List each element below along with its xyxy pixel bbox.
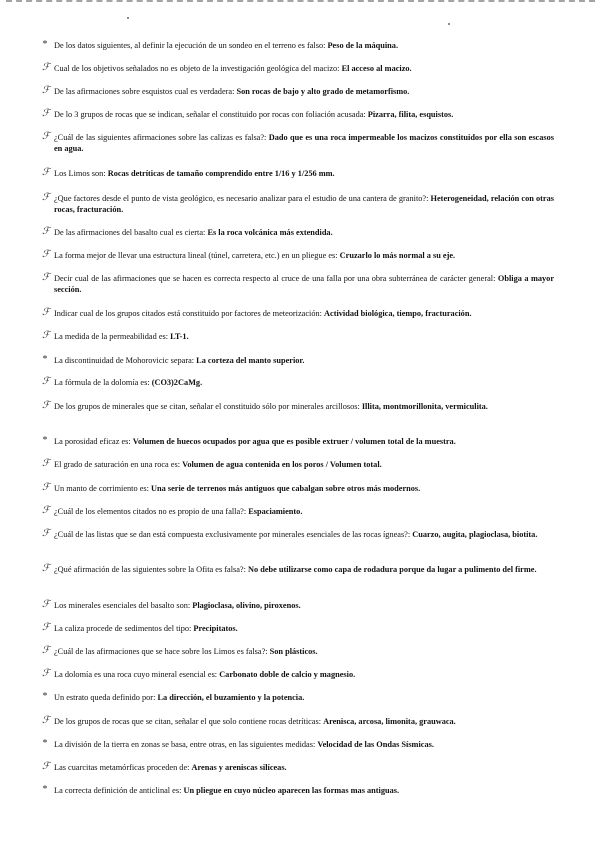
question-text: La medida de la permeabilidad es: bbox=[54, 332, 171, 341]
question-text: ¿Cuál de las listas que se dan está compuesta exclusivamente por minerales esenciales de las rocas ígneas?: bbox=[54, 530, 413, 539]
question-text: La fórmula de la dolomía es: bbox=[54, 378, 152, 387]
list-item bbox=[44, 308, 554, 319]
question-text: ¿Qué afirmación de las siguientes sobre la Ofita es falsa?: bbox=[54, 565, 248, 574]
check-mark-icon: ℱ bbox=[42, 272, 50, 283]
check-mark-icon: ℱ bbox=[42, 376, 50, 387]
list-item bbox=[44, 227, 554, 238]
check-mark-icon: ℱ bbox=[42, 108, 50, 119]
list-item bbox=[44, 63, 554, 74]
answer-text: Rocas detríticas de tamaño comprendido entre 1/16 y 1/256 mm. bbox=[107, 169, 335, 178]
list-item bbox=[44, 168, 554, 179]
question-text: La división de la tierra en zonas se basa, entre otras, en las siguientes medidas: bbox=[54, 740, 318, 749]
question-text: Indicar cual de los grupos citados está constituido por factores de meteorización: bbox=[54, 309, 325, 318]
check-mark-icon: ℱ bbox=[42, 668, 50, 679]
list-item bbox=[44, 483, 554, 494]
answer-text: Carbonato doble de calcio y magnesio. bbox=[219, 670, 356, 679]
answer-text: Volumen de huecos ocupados por agua que es posible extruer / volumen total de la muestra. bbox=[132, 437, 456, 446]
question-text: Las cuarcitas metamórficas proceden de: bbox=[54, 763, 192, 772]
list-item bbox=[44, 529, 554, 540]
list-item bbox=[44, 669, 554, 680]
question-text: Los Limos son: bbox=[54, 169, 108, 178]
check-mark-icon: ℱ bbox=[42, 563, 50, 574]
answer-text: Volumen de agua contenida en los poros / Volumen total. bbox=[182, 460, 382, 469]
answer-text: Dado que es una roca impermeable los macizos constituidos por ella son escasos en agua. bbox=[54, 133, 554, 153]
check-mark-icon: ℱ bbox=[42, 249, 50, 260]
answer-text: Plagioclasa, olivino, piroxenos. bbox=[192, 601, 301, 610]
question-text: La porosidad eficaz es: bbox=[54, 437, 133, 446]
question-text: De lo 3 grupos de rocas que se indican, señalar el constituido por rocas con foliación acusada: bbox=[54, 110, 368, 119]
question-text: El grado de saturación en una roca es: bbox=[54, 460, 183, 469]
question-text: Un estrato queda definido por: bbox=[54, 693, 158, 702]
question-text: De los grupos de minerales que se citan, señalar el constituido sólo por minerales arcillosos: bbox=[54, 402, 362, 411]
answer-text: El acceso al macizo. bbox=[341, 64, 412, 73]
answer-text: Pizarra, filita, esquistos. bbox=[367, 110, 454, 119]
check-mark-icon: ℱ bbox=[42, 645, 50, 656]
list-item bbox=[44, 646, 554, 657]
check-mark-icon: ℱ bbox=[42, 761, 50, 772]
answer-text: Cuarzo, augita, plagioclasa, biotita. bbox=[412, 530, 538, 539]
list-item bbox=[44, 40, 554, 51]
check-mark-icon: * bbox=[42, 354, 47, 365]
question-text: Un manto de corrimiento es: bbox=[54, 484, 152, 493]
question-text: ¿Cuál de las siguientes afirmaciones sobre las calizas es falsa?: bbox=[54, 133, 269, 142]
answer-text: Velocidad de las Ondas Sísmicas. bbox=[317, 740, 434, 749]
scan-speck bbox=[448, 23, 450, 25]
answer-text: Illita, montmorillonita, vermiculita. bbox=[361, 402, 488, 411]
answer-text: Arenas y areniscas silíceas. bbox=[191, 763, 287, 772]
scan-edge-top bbox=[6, 0, 595, 9]
list-item bbox=[44, 692, 554, 703]
question-text: ¿Cuál de los elementos citados no es propio de una falla?: bbox=[54, 507, 249, 516]
check-mark-icon: ℱ bbox=[42, 226, 50, 237]
answer-text: Actividad biológica, tiempo, fracturación. bbox=[324, 309, 472, 318]
check-mark-icon: ℱ bbox=[42, 505, 50, 516]
question-text: De las afirmaciones sobre esquistos cual es verdadera: bbox=[54, 87, 237, 96]
answer-text: Son rocas de bajo y alto grado de metamorfismo. bbox=[236, 87, 410, 96]
check-mark-icon: * bbox=[42, 435, 47, 446]
answer-text: (CO3)2CaMg. bbox=[151, 378, 203, 387]
answer-text: Obliga a mayor sección. bbox=[54, 274, 555, 294]
list-item bbox=[44, 506, 554, 517]
answer-text: Un pliegue en cuyo núcleo aparecen las formas mas antiguas. bbox=[183, 786, 400, 795]
check-mark-icon: ℱ bbox=[42, 622, 50, 633]
answer-text: Son plásticos. bbox=[269, 647, 318, 656]
check-mark-icon: * bbox=[42, 691, 47, 702]
answer-text: Es la roca volcánica más extendida. bbox=[207, 228, 333, 237]
list-item bbox=[44, 109, 554, 120]
answer-text: Espaciamiento. bbox=[248, 507, 303, 516]
check-mark-icon: ℱ bbox=[42, 400, 50, 411]
question-text: ¿Que factores desde el punto de vista geológico, es necesario analizar para el estudio de una cantera de granito?: bbox=[54, 194, 431, 203]
answer-text: Precipitatos. bbox=[193, 624, 238, 633]
answer-text: No debe utilizarse como capa de rodadura porque da lugar a pulimento del firme. bbox=[247, 565, 537, 574]
question-text: De los datos siguientes, al definir la ejecución de un sondeo en el terreno es falso: bbox=[54, 41, 328, 50]
list-item bbox=[44, 600, 554, 611]
question-text: La correcta definición de anticlinal es: bbox=[54, 786, 184, 795]
list-item bbox=[44, 436, 554, 447]
answer-text: Cruzarlo lo más normal a su eje. bbox=[339, 251, 456, 260]
question-text: De los grupos de rocas que se citan, señalar el que solo contiene rocas detríticas: bbox=[54, 717, 324, 726]
check-mark-icon: ℱ bbox=[42, 715, 50, 726]
question-text: La caliza procede de sedimentos del tipo: bbox=[54, 624, 194, 633]
question-text: De las afirmaciones del basalto cual es cierta: bbox=[54, 228, 208, 237]
list-item bbox=[44, 193, 554, 215]
list-item bbox=[44, 459, 554, 470]
list-item bbox=[44, 739, 554, 750]
list-item bbox=[44, 132, 554, 154]
question-text: ¿Cuál de las afirmaciones que se hace sobre los Limos es falsa?: bbox=[54, 647, 270, 656]
answer-text: La corteza del manto superior. bbox=[196, 356, 305, 365]
check-mark-icon: ℱ bbox=[42, 307, 50, 318]
list-item bbox=[44, 250, 554, 261]
check-mark-icon: ℱ bbox=[42, 599, 50, 610]
list-item bbox=[44, 564, 554, 575]
list-item bbox=[44, 716, 554, 727]
check-mark-icon: ℱ bbox=[42, 528, 50, 539]
list-item bbox=[44, 86, 554, 97]
check-mark-icon: ℱ bbox=[42, 85, 50, 96]
question-text: Los minerales esenciales del basalto son: bbox=[54, 601, 193, 610]
check-mark-icon: ℱ bbox=[42, 458, 50, 469]
question-text: La forma mejor de llevar una estructura lineal (túnel, carretera, etc.) en un pliegue es: bbox=[54, 251, 340, 260]
answer-text: Heterogeneidad, relación con otras rocas, fracturación. bbox=[54, 194, 554, 214]
check-mark-icon: ℱ bbox=[42, 62, 50, 73]
list-item bbox=[44, 401, 554, 412]
list-item bbox=[44, 331, 554, 342]
scan-speck bbox=[127, 17, 129, 19]
list-item bbox=[44, 762, 554, 773]
question-text: La dolomía es una roca cuyo mineral esencial es: bbox=[54, 670, 220, 679]
answer-text: Peso de la máquina. bbox=[327, 41, 399, 50]
check-mark-icon: ℱ bbox=[42, 330, 50, 341]
list-item bbox=[44, 785, 554, 796]
check-mark-icon: ℱ bbox=[42, 167, 50, 178]
list-item bbox=[44, 355, 554, 366]
answer-text: La dirección, el buzamiento y la potencia. bbox=[157, 693, 305, 702]
check-mark-icon: ℱ bbox=[42, 131, 50, 142]
check-mark-icon: ℱ bbox=[42, 192, 50, 203]
check-mark-icon: * bbox=[42, 738, 47, 749]
question-text: Decir cual de las afirmaciones que se hacen es correcta respecto al cruce de una falla por una obra subterránea de carácter general: bbox=[54, 274, 498, 283]
check-mark-icon: * bbox=[42, 39, 47, 50]
list-item bbox=[44, 273, 554, 295]
answer-text: Una serie de terrenos más antiguos que cabalgan sobre otros más modernos. bbox=[151, 484, 421, 493]
check-mark-icon: * bbox=[42, 784, 47, 795]
list-item bbox=[44, 623, 554, 634]
check-mark-icon: ℱ bbox=[42, 482, 50, 493]
answer-text: Arenisca, arcosa, limonita, grauwaca. bbox=[323, 717, 456, 726]
answer-text: LT-1. bbox=[170, 332, 189, 341]
question-text: Cual de los objetivos señalados no es objeto de la investigación geológica del macizo: bbox=[54, 64, 342, 73]
question-text: La discontinuidad de Mohorovicic separa: bbox=[54, 356, 197, 365]
list-item bbox=[44, 377, 554, 388]
